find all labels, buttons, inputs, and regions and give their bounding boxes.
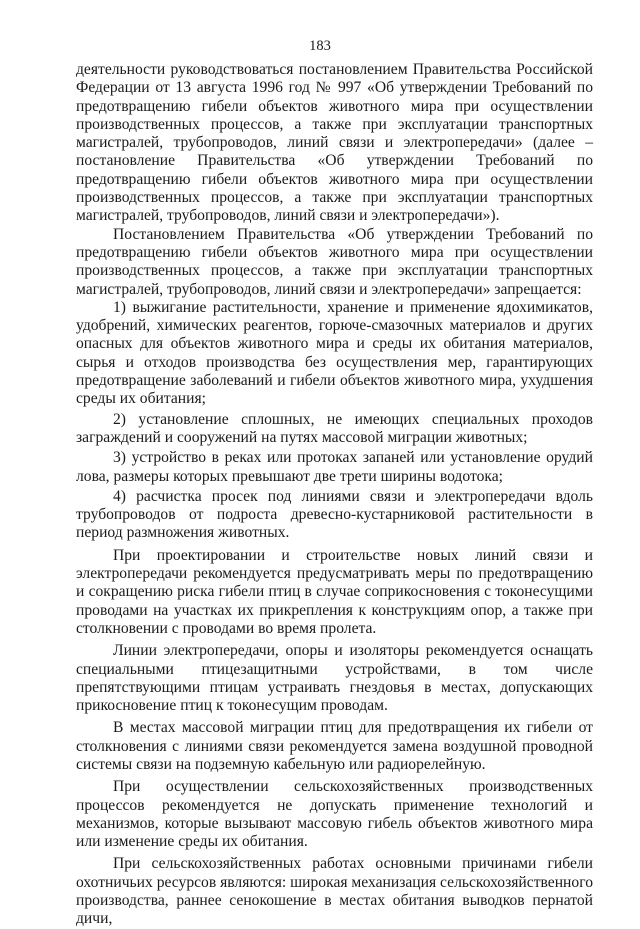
list-item-2: 2) установление сплошных, не имеющих специальных проходов заграждений и сооружений на путях массовой миграции животных; — [76, 410, 593, 446]
paragraph-agriculture-processes: При осуществлении сельскохозяйственных производственных процессов рекомендуется не допускать применение технологий и механизмов, которые вызывают массовую гибель объектов животного мира или изменение среды их обитания. — [76, 778, 593, 851]
paragraph-migration-areas: В местах массовой миграции птиц для предотвращения их гибели от столкновения с линиями связи рекомендуется замена воздушной проводной системы связи на подземную кабельную или радиорелейную. — [76, 719, 593, 773]
page-number: 183 — [309, 38, 331, 54]
paragraph-continuation: деятельности руководствоваться постановлением Правительства Российской Федерации от 13 августа 1996 год № 997 «Об утверждении Требований по предотвращению гибели объектов животного мира при осуществлении производственных процессов, а также при эксплуатации транспортных магистралей, трубопроводов, линий связи и электропередачи» (далее – постановление Правительства «Об утверждении Требований по предотвращению гибели объектов животного мира при осуществлении производственных процессов, а также при эксплуатации транспортных магистралей, трубопроводов, линий связи и электропередачи»). — [76, 61, 593, 225]
paragraph-power-lines-design: При проектировании и строительстве новых линий связи и электропередачи рекомендуется предусматривать меры по предотвращению и сокращению риска гибели птиц в случае соприкосновения с токонесущими проводами на участках их прикрепления к конструкциям опор, а также при столкновении с проводами во время пролета. — [76, 546, 593, 637]
list-item-3: 3) устройство в реках или протоках запаней или установление орудий лова, размеры которых превышают две трети ширины водотока; — [76, 449, 593, 485]
paragraph-agriculture-causes: При сельскохозяйственных работах основными причинами гибели охотничьих ресурсов являются: широкая механизация сельскохозяйственного производства, раннее сенокошение в местах обитания выводков пернатой дичи, — [76, 855, 593, 928]
paragraph-prohibitions-intro: Постановлением Правительства «Об утверждении Требований по предотвращению гибели объектов животного мира при осуществлении производственных процессов, а также при эксплуатации транспортных магистралей, трубопроводов, линий связи и электропередачи» запрещается: — [76, 225, 593, 298]
document-body — [76, 61, 593, 929]
list-item-4: 4) расчистка просек под линиями связи и электропередачи вдоль трубопроводов от подроста древесно-кустарниковой растительности в период размножения животных. — [76, 487, 593, 542]
list-item-1: 1) выжигание растительности, хранение и применение ядохимикатов, удобрений, химических реагентов, горюче-смазочных материалов и других опасных для объектов животного мира и среды их обитания материалов, сырья и отходов производства без осуществления мер, гарантирующих предотвращение заболеваний и гибели объектов животного мира, ухудшения среды их обитания; — [76, 298, 593, 408]
paragraph-bird-protection-devices: Линии электропередачи, опоры и изоляторы рекомендуется оснащать специальными птицезащитными устройствами, в том числе препятствующими птицам устраивать гнездовья в местах, допускающих прикосновение птиц к токонесущим проводам. — [76, 642, 593, 715]
